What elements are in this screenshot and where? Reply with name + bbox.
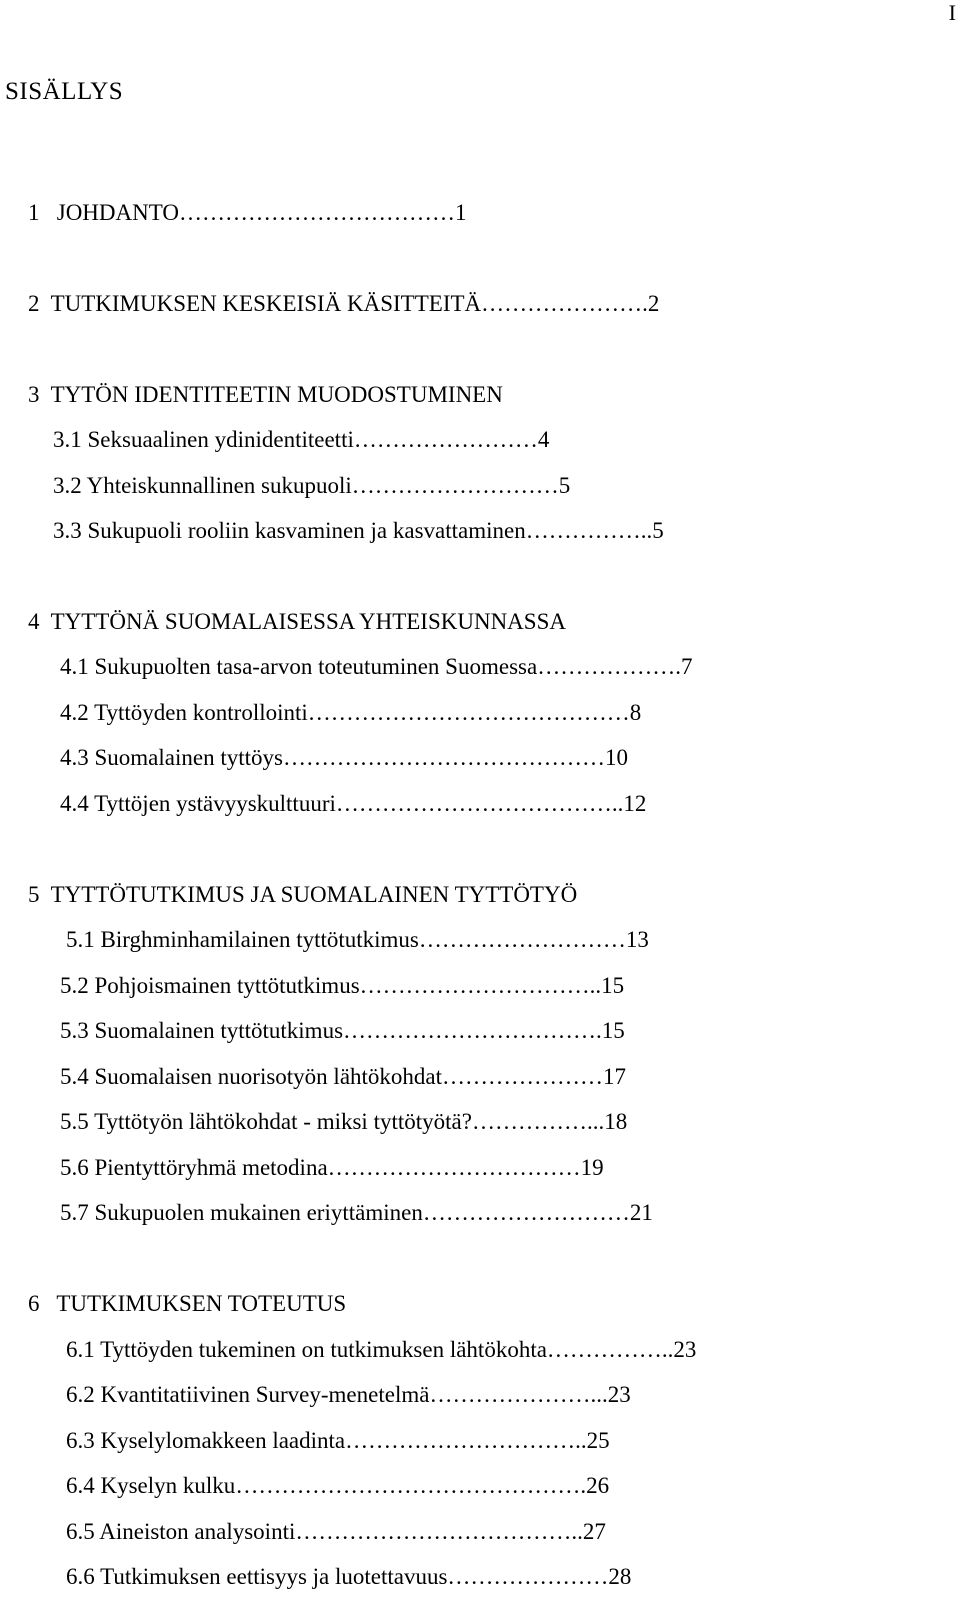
toc-leader-dots: ……………………………. (343, 1018, 602, 1043)
toc-page-number: 23 (607, 1382, 631, 1407)
toc-leader-dots: ……………………… (351, 473, 559, 498)
toc-entry-text: 5.3 Suomalainen tyttötutkimus (60, 1018, 344, 1043)
toc-entry-text: 6.2 Kvantitatiivinen Survey-menetelmä (66, 1382, 430, 1407)
toc-leader-dots: ………………… (442, 1064, 604, 1089)
toc-entry-text: 6.5 Aineiston analysointi (66, 1519, 296, 1544)
toc-page-number: 17 (603, 1064, 627, 1089)
toc-entry-text: 4.2 Tyttöyden kontrollointi (60, 700, 308, 725)
toc-entry-6-6[interactable] (43, 1535, 631, 1619)
toc-leader-dots: ……………………………… (179, 200, 455, 225)
toc-page-number: 27 (582, 1519, 606, 1544)
toc-entry-text: 6 TUTKIMUKSEN TOTEUTUS (28, 1291, 347, 1316)
toc-entry-text: 4.4 Tyttöjen ystävyyskulttuuri (60, 791, 336, 816)
toc-leader-dots: ………………………….. (345, 1428, 587, 1453)
toc-leader-dots: ……………………………….. (295, 1519, 583, 1544)
toc-leader-dots: ………………… (447, 1564, 609, 1589)
toc-leader-dots: …………………. (481, 291, 648, 316)
toc-page-number: 5 (652, 518, 664, 543)
toc-entry-text: 3.3 Sukupuoli rooliin kasvaminen ja kasvattaminen (53, 518, 526, 543)
toc-entry-text: 5.2 Pohjoismainen tyttötutkimus (60, 973, 360, 998)
toc-entry-text: 4.1 Sukupuolten tasa-arvon toteutuminen Suomessa (60, 654, 538, 679)
toc-leader-dots: …………………………………… (307, 700, 630, 725)
toc-page-number: 26 (586, 1473, 610, 1498)
toc-entry-text: 5.4 Suomalaisen nuorisotyön lähtökohdat (60, 1064, 443, 1089)
toc-leader-dots: ……………………………….. (335, 791, 624, 816)
toc-page-number: 21 (629, 1200, 653, 1225)
toc-leader-dots: ………………. (537, 654, 681, 679)
toc-page-number: 7 (680, 654, 693, 679)
toc-leader-dots: …………………………………… (282, 745, 605, 770)
toc-page-number: 2 (647, 291, 660, 316)
toc-entry-text: 3.2 Yhteiskunnallinen sukupuoli (53, 473, 352, 498)
toc-entry-text: 3.1 Seksuaalinen ydinidentiteetti (53, 427, 354, 452)
toc-page-number: 8 (629, 700, 642, 725)
toc-leader-dots: ……………... (471, 1109, 605, 1134)
toc-leader-dots: …………………… (353, 427, 538, 452)
toc-page-number: 23 (673, 1337, 697, 1362)
toc-page-number: 19 (580, 1155, 604, 1180)
toc-entry-text: 6.3 Kyselylomakkeen laadinta (66, 1428, 346, 1453)
toc-entry-text: 5.5 Tyttötyön lähtökohdat - miksi tyttötyötä? (60, 1109, 472, 1134)
page-number: I (948, 0, 956, 25)
toc-entry-4-4[interactable] (37, 762, 646, 846)
toc-page-number: 5 (558, 473, 571, 498)
toc-leader-dots: …………………………… (327, 1155, 581, 1180)
toc-page-number: 15 (601, 973, 625, 998)
page-title: SISÄLLYS (5, 78, 124, 105)
toc-entry-text: 5.1 Birghminhamilainen tyttötutkimus (66, 927, 419, 952)
toc-leader-dots: …………………... (429, 1382, 608, 1407)
toc-page-number: 28 (608, 1564, 632, 1589)
toc-page-number: 4 (537, 427, 550, 452)
toc-entry-1[interactable] (5, 171, 467, 255)
toc-entry-5-7[interactable] (37, 1171, 653, 1255)
toc-page-number: 1 (455, 200, 467, 225)
toc-entry-3-3[interactable] (30, 489, 664, 573)
toc-entry-text: 6.1 Tyttöyden tukeminen on tutkimuksen lähtökohta (66, 1337, 547, 1362)
toc-entry-text: 6.4 Kyselyn kulku (66, 1473, 236, 1498)
toc-page-number: 12 (623, 791, 647, 816)
toc-page-number: 25 (586, 1428, 610, 1453)
toc-entry-text: 3 TYTÖN IDENTITEETIN MUODOSTUMINEN (28, 382, 503, 407)
toc-leader-dots: ………………………….. (359, 973, 602, 998)
toc-entry-text: 4 TYTTÖNÄ SUOMALAISESSA YHTEISKUNNASSA (28, 609, 566, 634)
toc-page-number: 10 (604, 745, 628, 770)
toc-page-number: 15 (601, 1018, 625, 1043)
toc-leader-dots: …………….. (525, 518, 653, 543)
toc-entry-text: 5.7 Sukupuolen mukainen eriyttäminen (60, 1200, 423, 1225)
toc-leader-dots: ……………………… (418, 927, 626, 952)
toc-entry-2[interactable] (5, 262, 659, 346)
toc-page-number: 13 (625, 927, 649, 952)
toc-entry-text: 2 TUTKIMUKSEN KESKEISIÄ KÄSITTEITÄ (28, 291, 482, 316)
toc-page-number: 18 (604, 1109, 628, 1134)
toc-entry-text: 4.3 Suomalainen tyttöys (60, 745, 283, 770)
toc-entry-text: 6.6 Tutkimuksen eettisyys ja luotettavuus (66, 1564, 448, 1589)
toc-entry-text: 5 TYTTÖTUTKIMUS JA SUOMALAINEN TYTTÖTYÖ (28, 882, 578, 907)
toc-leader-dots: …………….. (546, 1337, 674, 1362)
toc-entry-text: 1 JOHDANTO (28, 200, 179, 225)
toc-entry-text: 5.6 Pientyttöryhmä metodina (60, 1155, 328, 1180)
toc-leader-dots: ………………………………………. (235, 1473, 587, 1498)
toc-leader-dots: ……………………… (422, 1200, 630, 1225)
